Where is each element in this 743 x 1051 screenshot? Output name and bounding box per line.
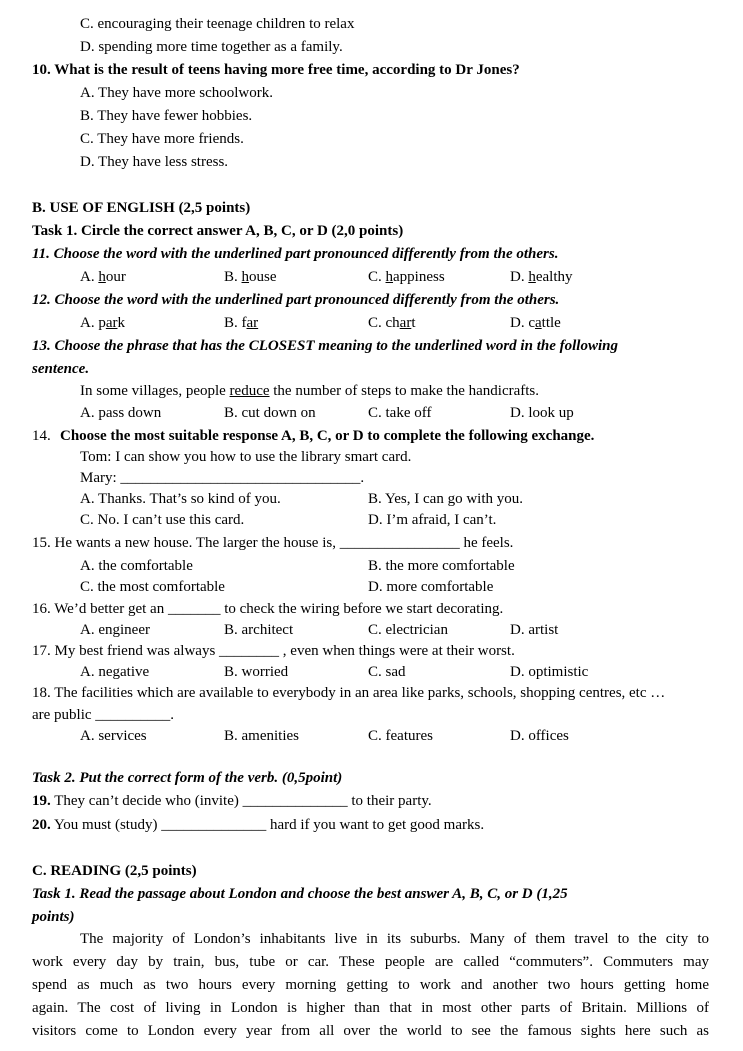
option-text: appiness (393, 269, 445, 285)
q13-option-d[interactable]: D. look up (510, 405, 574, 421)
option-text: k (117, 315, 125, 331)
q15-stem: 15. He wants a new house. The larger the house is, ________________ he feels. (32, 535, 514, 551)
q13-stem: 13. Choose the phrase that has the CLOSEST meaning to the underlined word in the following (32, 338, 618, 354)
q9-option-c[interactable]: C. encouraging their teenage children to relax (80, 16, 355, 32)
underlined-part: h (98, 269, 106, 285)
underlined-part: h (528, 269, 536, 285)
q19-number: 19. (32, 793, 51, 809)
q14-option-d[interactable]: D. I’m afraid, I can’t. (368, 512, 497, 528)
q17-option-a[interactable]: A. negative (80, 664, 150, 680)
q11-option-d[interactable] (510, 268, 573, 286)
q18-stem: 18. The facilities which are available to everybody in an area like parks, schools, shopping centres, etc … (32, 685, 666, 701)
underlined-part: ar (246, 315, 259, 331)
q17-option-d[interactable]: D. optimistic (510, 664, 589, 680)
option-text: B. f (224, 315, 247, 331)
q13-option-b[interactable]: B. cut down on (224, 405, 316, 421)
q10-option-d[interactable]: D. They have less stress. (80, 154, 229, 170)
q10-option-a[interactable]: A. They have more schoolwork. (80, 85, 274, 101)
q15-option-d[interactable]: D. more comfortable (368, 579, 494, 595)
option-text: ttle (541, 315, 561, 331)
option-text: D. c (510, 315, 535, 331)
q11-option-b[interactable] (224, 268, 277, 286)
q14-option-a[interactable]: A. Thanks. That’s so kind of you. (80, 491, 281, 507)
option-text: ealthy (535, 269, 573, 285)
q16-option-d[interactable]: D. artist (510, 622, 559, 638)
underlined-part: ar (399, 315, 412, 331)
q10-option-b[interactable]: B. They have fewer hobbies. (80, 108, 253, 124)
option-text: C. (368, 269, 386, 285)
reading-task1-heading-cont: points) (32, 909, 75, 925)
q11-option-a[interactable] (80, 268, 126, 286)
q11-option-c[interactable] (368, 268, 445, 286)
q14-option-b[interactable]: B. Yes, I can go with you. (368, 491, 524, 507)
q10-option-c[interactable]: C. They have more friends. (80, 131, 244, 147)
q9-option-d[interactable]: D. spending more time together as a family. (80, 39, 343, 55)
option-text: D. (510, 269, 529, 285)
underlined-part: a (535, 315, 542, 331)
q19-text: They can’t decide who (invite) ______________ to their party. (50, 793, 432, 809)
q15-option-c[interactable]: C. the most comfortable (80, 579, 225, 595)
option-text: our (105, 269, 126, 285)
task2-heading: Task 2. Put the correct form of the verb. (0,5point) (32, 770, 343, 786)
q15-option-a[interactable]: A. the comfortable (80, 558, 193, 574)
q18-option-b[interactable]: B. amenities (224, 728, 299, 744)
q14-number: 14. (32, 428, 51, 444)
q10-stem: 10. What is the result of teens having more free time, according to Dr Jones? (32, 62, 520, 78)
q16-stem: 16. We’d better get an _______ to check the wiring before we start decorating. (32, 601, 504, 617)
underlined-part: h (385, 269, 394, 285)
q14-mary-line: Mary: ________________________________. (80, 470, 365, 486)
q13-option-a[interactable]: A. pass down (80, 405, 162, 421)
q17-stem: 17. My best friend was always ________ , even when things were at their worst. (32, 643, 515, 659)
sentence-text: In some villages, people (80, 383, 230, 399)
q14-option-c[interactable]: C. No. I can’t use this card. (80, 512, 245, 528)
q12-option-d[interactable] (510, 314, 561, 332)
passage-line-3: spend as much as two hours every morning getting to work and another two hours getting home (32, 977, 709, 993)
passage-line-4: again. The cost of living in London is higher than that in most other parts of Britain. Millions of (32, 1000, 709, 1016)
q13-sentence (80, 382, 539, 400)
option-text: A. p (80, 315, 106, 331)
sentence-text: the number of steps to make the handicrafts. (269, 383, 540, 399)
q15-option-b[interactable]: B. the more comfortable (368, 558, 515, 574)
passage-line-1: The majority of London’s inhabitants live in its suburbs. Many of them travel to the city to (80, 931, 709, 947)
q20-text: You must (study) ______________ hard if you want to get good marks. (50, 817, 485, 833)
option-text: A. (80, 269, 99, 285)
q20-number: 20. (32, 817, 51, 833)
q12-option-a[interactable] (80, 314, 125, 332)
q13-option-c[interactable]: C. take off (368, 405, 432, 421)
option-text: t (411, 315, 416, 331)
q14-tom-line: Tom: I can show you how to use the library smart card. (80, 449, 412, 465)
section-c-heading: C. READING (2,5 points) (32, 863, 197, 879)
q16-option-c[interactable]: C. electrician (368, 622, 448, 638)
q12-stem: 12. Choose the word with the underlined part pronounced differently from the others. (32, 292, 560, 308)
section-b-heading: B. USE OF ENGLISH (2,5 points) (32, 200, 251, 216)
option-text: ouse (249, 269, 277, 285)
q16-option-a[interactable]: A. engineer (80, 622, 150, 638)
underlined-part: h (241, 269, 250, 285)
q18-option-c[interactable]: C. features (368, 728, 433, 744)
underlined-part: ar (105, 315, 118, 331)
q12-option-b[interactable] (224, 314, 258, 332)
option-text: B. (224, 269, 242, 285)
reading-task1-heading: Task 1. Read the passage about London and choose the best answer A, B, C, or D (1,25 (32, 886, 568, 902)
q18-stem-cont: are public __________. (32, 707, 175, 723)
q20 (32, 816, 484, 834)
passage-line-5: visitors come to London every year from all over the world to see the famous sights here such as (32, 1023, 709, 1039)
underlined-word: reduce (229, 383, 270, 399)
q17-option-b[interactable]: B. worried (224, 664, 289, 680)
q17-option-c[interactable]: C. sad (368, 664, 406, 680)
passage-line-2: work every day by train, bus, tube or car. These people are called “commuters”. Commuters may (32, 954, 709, 970)
q14-stem: Choose the most suitable response A, B, C, or D to complete the following exchange. (60, 428, 595, 444)
q13-stem-cont: sentence. (32, 361, 90, 377)
option-text: C. ch (368, 315, 400, 331)
task1-heading: Task 1. Circle the correct answer A, B, C, or D (2,0 points) (32, 223, 404, 239)
q19 (32, 792, 432, 810)
q18-option-a[interactable]: A. services (80, 728, 147, 744)
q18-option-d[interactable]: D. offices (510, 728, 569, 744)
q11-stem: 11. Choose the word with the underlined part pronounced differently from the others. (32, 246, 559, 262)
q16-option-b[interactable]: B. architect (224, 622, 294, 638)
q12-option-c[interactable] (368, 314, 416, 332)
